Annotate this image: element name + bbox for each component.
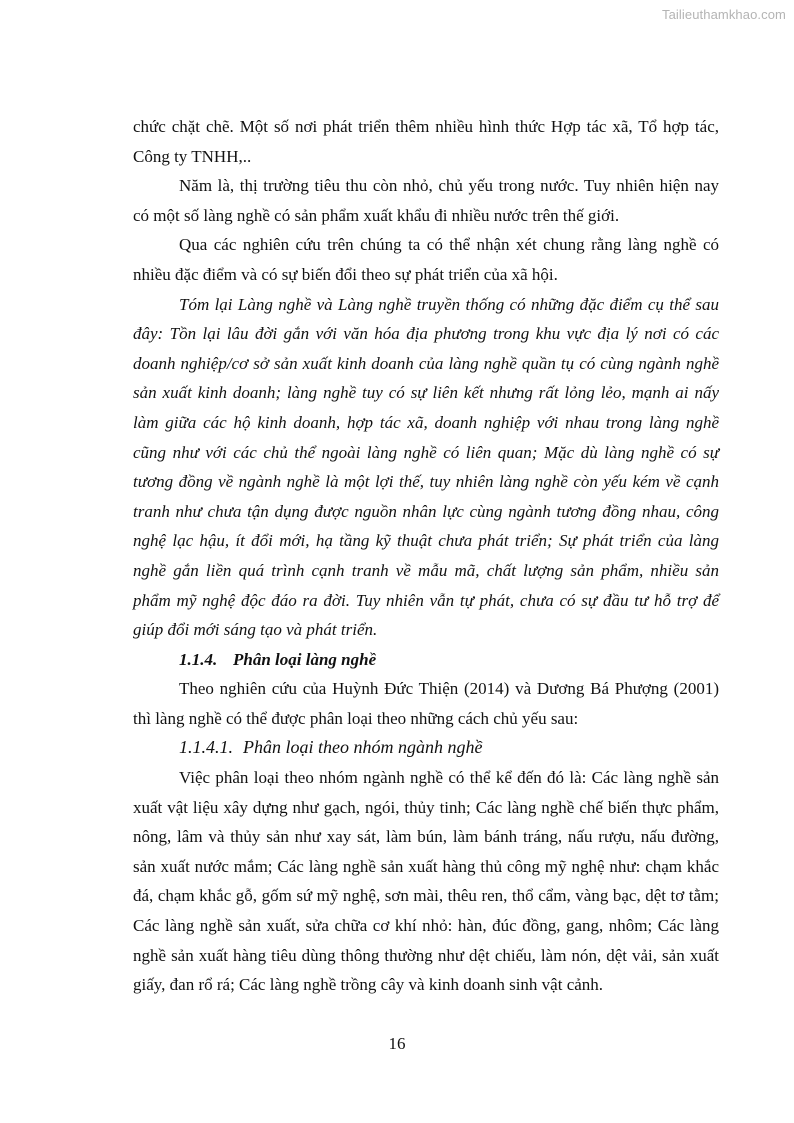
text-line: tương đồng về ngành nghề là một lợi thế, tuy nhiên làng nghề còn yếu kém về cạnh bbox=[133, 472, 719, 492]
section-heading bbox=[133, 645, 719, 675]
text-line: sản xuất nước mắm; Các làng nghề sản xuất hàng thủ công mỹ nghệ như: chạm khắc bbox=[133, 856, 719, 876]
paragraph-industry-groups bbox=[133, 763, 719, 1000]
paragraph-market bbox=[133, 171, 719, 230]
text-line: Tóm lại Làng nghề và Làng nghề truyền thống có những đặc điểm cụ thể sau bbox=[179, 294, 719, 314]
watermark-text: Tailieuthamkhao.com bbox=[661, 7, 786, 22]
text-line: Theo nghiên cứu của Huỳnh Đức Thiện (2014) và Dương Bá Phượng (2001) bbox=[179, 679, 719, 699]
text-line: làm giữa các hộ kinh doanh, hợp tác xã, doanh nghiệp với nhau trong làng nghề bbox=[133, 412, 719, 432]
text-line: thì làng nghề có thể được phân loại theo những cách chủ yếu sau: bbox=[133, 708, 579, 728]
text-line: xuất vật liệu xây dựng như gạch, ngói, thủy tinh; Các làng nghề chế biến thực phẩm, bbox=[133, 797, 719, 817]
text-line: đá, chạm khắc gỗ, gốm sứ mỹ nghệ, sơn mài, thêu ren, thổ cẩm, vàng bạc, dệt tơ tằm; bbox=[133, 886, 719, 906]
text-line: giấy, đan rổ rá; Các làng nghề trồng cây và kinh doanh sinh vật cảnh. bbox=[133, 975, 604, 995]
text-line: sản xuất kinh doanh; làng nghề tuy có sự liên kết nhưng rất lỏng lẻo, mạnh ai nấy bbox=[133, 383, 719, 403]
text-line: có một số làng nghề có sản phẩm xuất khẩu đi nhiều nước trên thế giới. bbox=[133, 205, 620, 225]
subsection-heading-title: Phân loại theo nhóm ngành nghề bbox=[243, 737, 483, 758]
text-line: chức chặt chẽ. Một số nơi phát triển thêm nhiều hình thức Hợp tác xã, Tổ hợp tác, bbox=[133, 117, 719, 136]
text-line: Công ty TNHH,.. bbox=[133, 146, 252, 166]
text-line: phẩm mỹ nghệ độc đáo ra đời. Tuy nhiên vẫn tự phát, chưa có sự đầu tư hỗ trợ để bbox=[133, 590, 719, 610]
subsection-heading bbox=[133, 733, 719, 763]
text-line: nghề gắn liền quá trình cạnh tranh về mẫu mã, chất lượng sản phẩm, nhiều sản bbox=[133, 560, 719, 580]
section-heading-number: 1.1.4. bbox=[179, 649, 218, 669]
text-line: Các làng nghề sản xuất, sửa chữa cơ khí nhỏ: hàn, đúc đồng, gang, nhôm; Các làng bbox=[133, 916, 719, 936]
text-line: đây: Tồn lại lâu đời gắn với văn hóa địa phương trong khu vực địa lý nơi có các bbox=[133, 324, 719, 344]
text-line: nghề sản xuất hàng tiêu dùng thông thường như dệt chiếu, làm nón, dệt vải, sản xuất bbox=[133, 945, 719, 965]
section-heading-title: Phân loại làng nghề bbox=[233, 649, 377, 669]
text-line: nhiều đặc điểm và có sự biến đổi theo sự phát triển của xã hội. bbox=[133, 264, 558, 284]
text-line: giúp đổi mới sáng tạo và phát triển. bbox=[133, 620, 378, 640]
text-line: doanh nghiệp/cơ sở sản xuất kinh doanh của làng nghề quần tụ có cùng ngành nghề bbox=[133, 353, 719, 373]
paragraph-conclusion bbox=[133, 290, 719, 645]
text-line: Năm là, thị trường tiêu thu còn nhỏ, chủ yếu trong nước. Tuy nhiên hiện nay bbox=[179, 176, 719, 196]
paragraph-continuation bbox=[133, 112, 719, 171]
page-number: 16 bbox=[388, 1034, 406, 1053]
text-line: nghệ lạc hậu, ít đổi mới, hạ tầng kỹ thuật chưa phát triển; Sự phát triển của làng bbox=[133, 531, 719, 551]
text-line: cũng như với các chủ thể ngoài làng nghề có liên quan; Mặc dù làng nghề có sự bbox=[133, 442, 719, 462]
paragraph-summary bbox=[133, 230, 719, 289]
text-line: nông, lâm và thủy sản như xay sát, làm bún, làm bánh tráng, nấu rượu, nấu đường, bbox=[133, 827, 719, 847]
paragraph-classification-intro bbox=[133, 674, 719, 733]
document-body bbox=[133, 112, 719, 1000]
subsection-heading-number: 1.1.4.1. bbox=[179, 737, 233, 758]
text-line: tranh như chưa tận dụng được nguồn nhân lực cùng ngành tương đồng nhau, công bbox=[133, 501, 719, 521]
text-line: Qua các nghiên cứu trên chúng ta có thể nhận xét chung rằng làng nghề có bbox=[179, 235, 719, 255]
text-line: Việc phân loại theo nhóm ngành nghề có thể kể đến đó là: Các làng nghề sản bbox=[179, 768, 719, 788]
